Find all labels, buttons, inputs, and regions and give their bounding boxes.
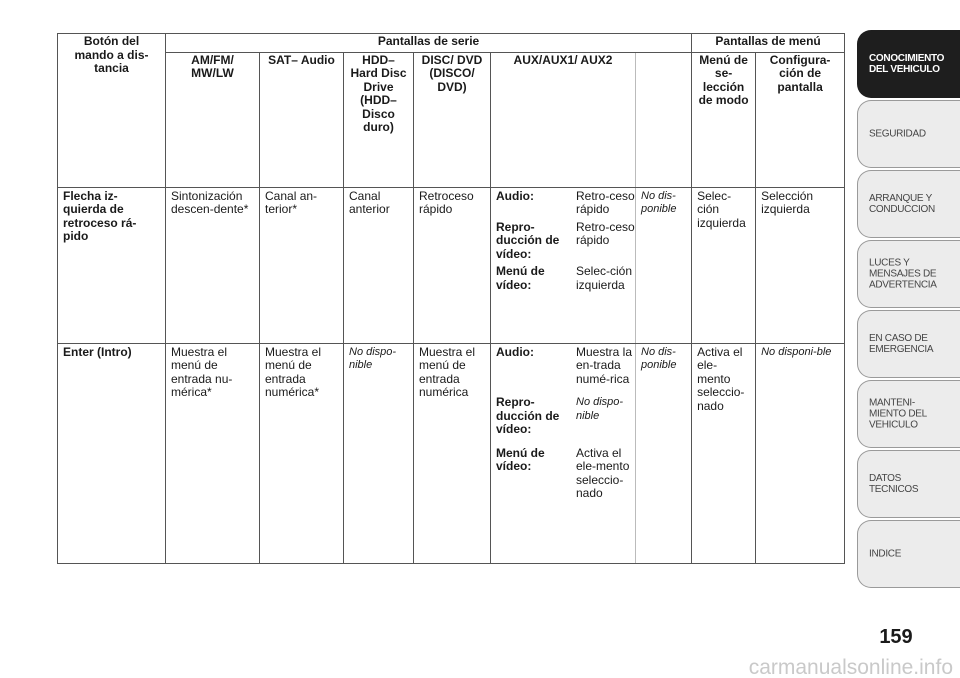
cell-hdd: No dispo-nible: [344, 343, 414, 563]
cell-amfm: Sintonización descen-dente*: [166, 187, 260, 343]
aux-value: Activa el ele-mento seleccio-nado: [576, 445, 630, 500]
header-aux: AUX/AUX1/ AUX2: [491, 52, 636, 187]
cell-disc: Muestra el menú de entrada numérica: [414, 343, 491, 563]
cell-config: No disponi-ble: [756, 343, 845, 563]
header-mode-menu: Menú de se-lección de modo: [692, 52, 756, 187]
row-button-label: Enter (Intro): [58, 343, 166, 563]
tab-label: EN CASO DE EMERGENCIA: [869, 333, 934, 355]
tab-label: SEGURIDAD: [869, 128, 926, 140]
tab-label: ARRANQUE Y CONDUCCION: [869, 193, 935, 215]
cell-disc: Retroceso rápido: [414, 187, 491, 343]
header-amfm: AM/FM/ MW/LW: [166, 52, 260, 187]
header-config: Configura-ción de pantalla: [756, 52, 845, 187]
tab-label: INDICE: [869, 548, 902, 560]
cell-aux: [491, 187, 636, 343]
cell-hdd: Canal anterior: [344, 187, 414, 343]
watermark: carmanualsonline.info: [748, 656, 953, 678]
table-row: [58, 187, 845, 343]
table-row: [58, 343, 845, 563]
tab-indice[interactable]: [857, 520, 960, 588]
aux-value: Retro-ceso rápido: [576, 219, 635, 247]
page-number: 159: [879, 626, 913, 648]
cell-aux-extra: No dis-ponible: [636, 187, 692, 343]
tab-datos[interactable]: [857, 450, 960, 518]
header-standard-screens: Pantallas de serie: [166, 34, 692, 53]
tab-conocimiento[interactable]: [857, 30, 960, 98]
aux-label: Repro-ducción de vídeo:: [496, 219, 560, 261]
row-button-label: Flecha iz-quierda de retroceso rá-pido: [58, 187, 166, 343]
cell-mode-menu: Activa el ele-mento seleccio-nado: [692, 343, 756, 563]
cell-config: Selección izquierda: [756, 187, 845, 343]
remote-button-table: [57, 33, 845, 564]
aux-value: Selec-ción izquierda: [576, 264, 633, 292]
tab-label: LUCES Y MENSAJES DE ADVERTENCIA: [869, 257, 937, 291]
aux-label: Audio:: [496, 188, 534, 203]
header-disc: DISC/ DVD (DISCO/ DVD): [414, 52, 491, 187]
aux-label: Repro-ducción de vídeo:: [496, 395, 560, 436]
tab-label: MANTENI- MIENTO DEL VEHICULO: [869, 397, 927, 431]
chapter-tabs: [857, 30, 960, 590]
cell-sat: Canal an-terior*: [260, 187, 344, 343]
tab-label: CONOCIMIENTO DEL VEHICULO: [869, 53, 945, 75]
header-button: Botón del mando a dis-tancia: [58, 34, 166, 188]
header-menu-screens: Pantallas de menú: [692, 34, 845, 53]
cell-aux: [491, 343, 636, 563]
cell-sat: Muestra el menú de entrada numérica*: [260, 343, 344, 563]
aux-label: Audio:: [496, 344, 534, 359]
tab-seguridad[interactable]: [857, 100, 960, 168]
aux-value: No dispo-nible: [576, 396, 624, 422]
tab-luces[interactable]: [857, 240, 960, 308]
tab-mantenimiento[interactable]: [857, 380, 960, 448]
cell-amfm: Muestra el menú de entrada nu-mérica*: [166, 343, 260, 563]
aux-value: Retro-ceso rápido: [576, 188, 635, 216]
tab-arranque[interactable]: [857, 170, 960, 238]
header-hdd: HDD– Hard Disc Drive (HDD– Disco duro): [344, 52, 414, 187]
aux-label: Menú de vídeo:: [496, 264, 545, 292]
cell-mode-menu: Selec-ción izquierda: [692, 187, 756, 343]
aux-label: Menú de vídeo:: [496, 445, 545, 473]
header-aux-extra: [636, 52, 692, 187]
aux-value: Muestra la en-trada numé-rica: [576, 344, 633, 386]
header-sat: SAT– Audio: [260, 52, 344, 187]
cell-aux-extra: No dis-ponible: [636, 343, 692, 563]
tab-emergencia[interactable]: [857, 310, 960, 378]
tab-label: DATOS TECNICOS: [869, 473, 919, 495]
